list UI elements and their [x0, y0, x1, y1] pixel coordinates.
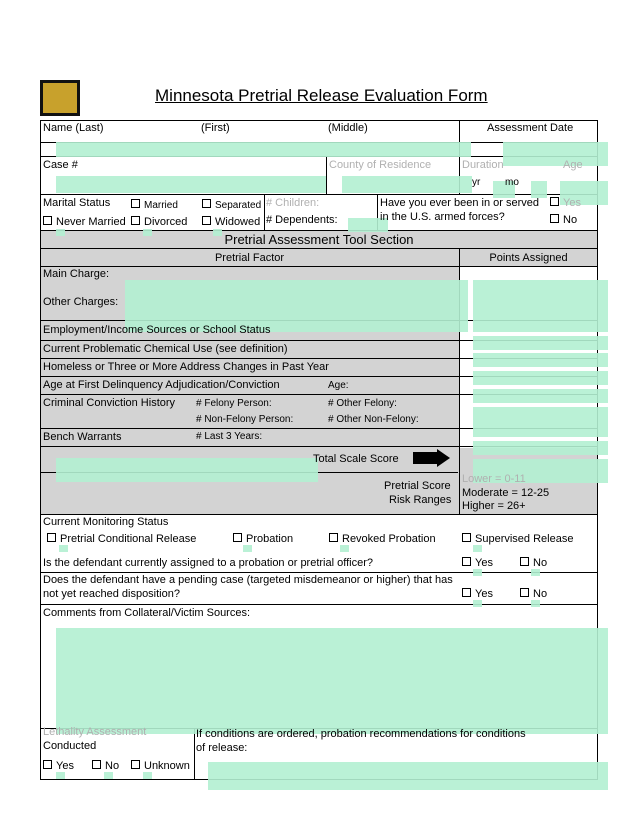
conditions-label-1: If conditions are ordered, probation recommendations for conditions — [196, 728, 526, 740]
monitoring-probation[interactable]: Probation — [233, 533, 293, 545]
case-field[interactable] — [56, 176, 326, 193]
county-label: County of Residence — [329, 159, 432, 171]
chemical-use-label: Current Problematic Chemical Use (see definition) — [43, 343, 288, 355]
conditions-field[interactable] — [208, 762, 608, 790]
case-label: Case # — [43, 159, 78, 171]
total-scale-score-label: Total Scale Score — [313, 453, 399, 465]
lethality-yes[interactable]: Yes — [43, 760, 74, 772]
age-label: Age — [563, 159, 583, 171]
dependents-label: # Dependents: — [266, 214, 338, 226]
risk-lower: Lower = 0-11 — [462, 473, 526, 485]
assigned-officer-no[interactable]: No — [520, 557, 547, 569]
name-last-label: Name (Last) — [43, 122, 104, 134]
comments-field[interactable] — [56, 628, 608, 734]
marital-separated[interactable]: Separated — [202, 199, 261, 211]
monitoring-pretrial-conditional[interactable]: Pretrial Conditional Release — [47, 533, 196, 545]
assessment-date-field[interactable] — [503, 142, 608, 166]
non-felony-person-label: # Non-Felony Person: — [196, 414, 294, 425]
pending-case-no[interactable]: No — [520, 588, 547, 600]
name-middle-label: (Middle) — [328, 122, 368, 134]
form-title: Minnesota Pretrial Release Evaluation Form — [155, 86, 488, 105]
county-field[interactable] — [342, 176, 472, 193]
points-employment-field[interactable] — [473, 336, 608, 350]
armed-forces-question-1: Have you ever been in or served — [380, 197, 539, 209]
duration-yr-label: yr — [472, 177, 481, 188]
marital-never-married[interactable]: Never Married — [43, 216, 126, 228]
risk-ranges-label: Risk Ranges — [389, 494, 452, 506]
pending-case-question-1: Does the defendant have a pending case (targeted misdemeanor or higher) that has — [43, 574, 453, 586]
assessment-date-label: Assessment Date — [487, 122, 574, 134]
monitoring-status-label: Current Monitoring Status — [43, 516, 169, 528]
armed-forces-yes[interactable]: Yes — [550, 197, 581, 209]
other-felony-label: # Other Felony: — [328, 398, 397, 409]
monitoring-supervised-release[interactable]: Supervised Release — [462, 533, 573, 545]
main-charge-label: Main Charge: — [43, 268, 110, 280]
children-label: # Children: — [266, 197, 320, 209]
pending-case-question-2: not yet reached disposition? — [43, 588, 180, 600]
pending-case-yes[interactable]: Yes — [462, 588, 493, 600]
pretrial-factor-header: Pretrial Factor — [214, 252, 285, 264]
points-age-field[interactable] — [473, 389, 608, 403]
assigned-officer-question: Is the defendant currently assigned to a probation or pretrial officer? — [43, 557, 373, 569]
name-field[interactable] — [56, 142, 471, 157]
bench-warrants-label: Bench Warrants — [43, 431, 122, 443]
points-criminal-field[interactable] — [473, 407, 608, 437]
age-first-age-label: Age: — [328, 380, 349, 391]
other-non-felony-label: # Other Non-Felony: — [328, 414, 419, 425]
name-first-label: (First) — [201, 122, 230, 134]
pretrial-score-label: Pretrial Score — [384, 480, 451, 492]
points-chemical-field[interactable] — [473, 353, 608, 367]
points-bench-field[interactable] — [473, 441, 608, 455]
marital-married[interactable]: Married — [131, 199, 178, 211]
risk-higher: Higher = 26+ — [462, 500, 526, 512]
points-charges-field[interactable] — [473, 280, 608, 332]
points-assigned-header: Points Assigned — [489, 252, 568, 264]
armed-forces-no[interactable]: No — [550, 214, 577, 226]
criminal-history-label: Criminal Conviction History — [43, 397, 176, 409]
tool-section-title: Pretrial Assessment Tool Section — [224, 232, 414, 247]
other-charges-label: Other Charges: — [43, 296, 119, 308]
lethality-unknown[interactable]: Unknown — [131, 760, 190, 772]
duration-mo-field[interactable] — [531, 181, 547, 198]
risk-moderate: Moderate = 12-25 — [462, 487, 550, 499]
assigned-officer-yes[interactable]: Yes — [462, 557, 493, 569]
age-first-label: Age at First Delinquency Adjudication/Conviction — [43, 379, 280, 391]
duration-mo-label: mo — [505, 177, 519, 188]
comments-label: Comments from Collateral/Victim Sources: — [43, 607, 251, 619]
felony-person-label: # Felony Person: — [196, 398, 272, 409]
marital-divorced[interactable]: Divorced — [131, 216, 187, 228]
marital-widowed[interactable]: Widowed — [202, 216, 260, 228]
arrow-right-icon — [413, 452, 437, 464]
lethality-label-1: Lethality Assessment — [43, 726, 147, 738]
monitoring-revoked-probation[interactable]: Revoked Probation — [329, 533, 436, 545]
court-logo-icon — [40, 80, 80, 116]
duration-label: Duration — [462, 159, 504, 171]
points-homeless-field[interactable] — [473, 371, 608, 385]
employment-label: Employment/Income Sources or School Status — [43, 324, 271, 336]
homeless-label: Homeless or Three or More Address Changes in Past Year — [43, 361, 329, 373]
last-3-years-label: # Last 3 Years: — [196, 431, 263, 442]
armed-forces-question-2: in the U.S. armed forces? — [380, 211, 505, 223]
total-row-field[interactable] — [56, 458, 318, 482]
conditions-label-2: of release: — [196, 742, 248, 754]
marital-status-label: Marital Status — [43, 197, 111, 209]
lethality-label-2: Conducted — [43, 740, 97, 752]
lethality-no[interactable]: No — [92, 760, 119, 772]
